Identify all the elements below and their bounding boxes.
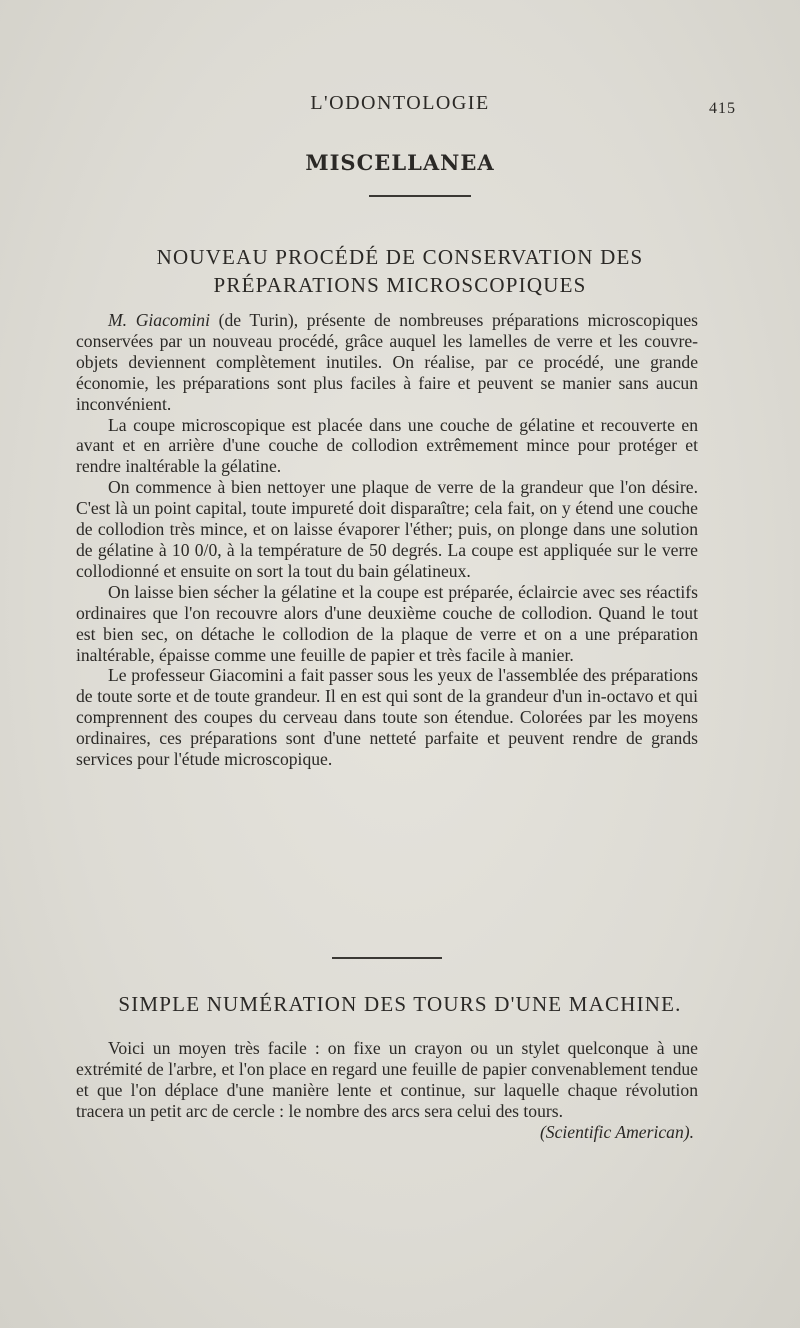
article-body-conservation	[76, 310, 698, 770]
paragraph: On commence à bien nettoyer une plaque de verre de la grandeur que l'on désire. C'est là un point capital, toute impureté doit disparaître; cela fait, on y étend une couche de collodion très mince, et on laisse évaporer l'éther; puis, on plonge dans une solution de gélatine à 10 0/0, à la température de 50 degrés. La coupe est appliquée sur le verre collodionné et ensuite on sort la tout du bain gélatineux.	[76, 477, 698, 581]
paragraph	[76, 1038, 698, 1142]
article-title-line: PRÉPARATIONS MICROSCOPIQUES	[213, 273, 587, 297]
article-body-numeration	[76, 1038, 698, 1143]
paragraph-text: Voici un moyen très facile : on fixe un crayon ou un stylet quelconque à une extrémité de l'arbre, et l'on place en regard une feuille de papier convenablement tendue et que l'on déplace d'une manière lente et continue, sur laquelle chaque révolution tracera un petit arc de cercle : le nombre des arcs sera celui des tours.	[76, 1038, 698, 1121]
author-name: M. Giacomini	[108, 310, 210, 330]
article-title-conservation	[0, 243, 800, 299]
source-citation: (Scientific American).	[539, 1121, 694, 1142]
section-divider	[369, 195, 471, 197]
paragraph-text: (de Turin), présente de nombreuses préparations microscopiques conservées par un nouveau procédé, grâce auquel les lamelles de verre et les couvre-objets deviennent complètement inutiles. On réalise, par ce procédé, une grande économie, les préparations sont plus faciles à faire et peuvent se manier sans aucun inconvénient.	[76, 310, 698, 414]
page-number: 415	[709, 100, 736, 117]
article-divider	[332, 957, 442, 959]
paragraph: Le professeur Giacomini a fait passer sous les yeux de l'assemblée des préparations de toute sorte et de toute grandeur. Il en est qui sont de la grandeur d'un in-octavo et qui comprennent des coupes du cerveau dans toute son étendue. Colorées par les moyens ordinaires, ces préparations sont d'une netteté parfaite et peuvent rendre de grands services pour l'étude microscopique.	[76, 665, 698, 770]
article-title-line: NOUVEAU PROCÉDÉ DE CONSERVATION DES	[156, 245, 644, 269]
running-title: L'ODONTOLOGIE	[310, 92, 490, 114]
running-head	[0, 92, 800, 122]
article-title-numeration: SIMPLE NUMÉRATION DES TOURS D'UNE MACHINE.	[118, 992, 682, 1016]
paragraph: On laisse bien sécher la gélatine et la coupe est préparée, éclaircie avec ses réactifs ordinaires que l'on recouvre alors d'une deuxième couche de collodion. Quand le tout est bien sec, on détache le collodion de la plaque de verre et on a une préparation inaltérable, épaisse comme une feuille de papier et très facile à manier.	[76, 581, 698, 665]
paragraph	[76, 310, 698, 415]
section-title: MISCELLANEA	[305, 150, 495, 175]
paragraph: La coupe microscopique est placée dans une couche de gélatine et recouverte en avant et en arrière d'une couche de collodion extrêmement mince pour protéger et rendre inaltérable la gélatine.	[76, 414, 698, 477]
